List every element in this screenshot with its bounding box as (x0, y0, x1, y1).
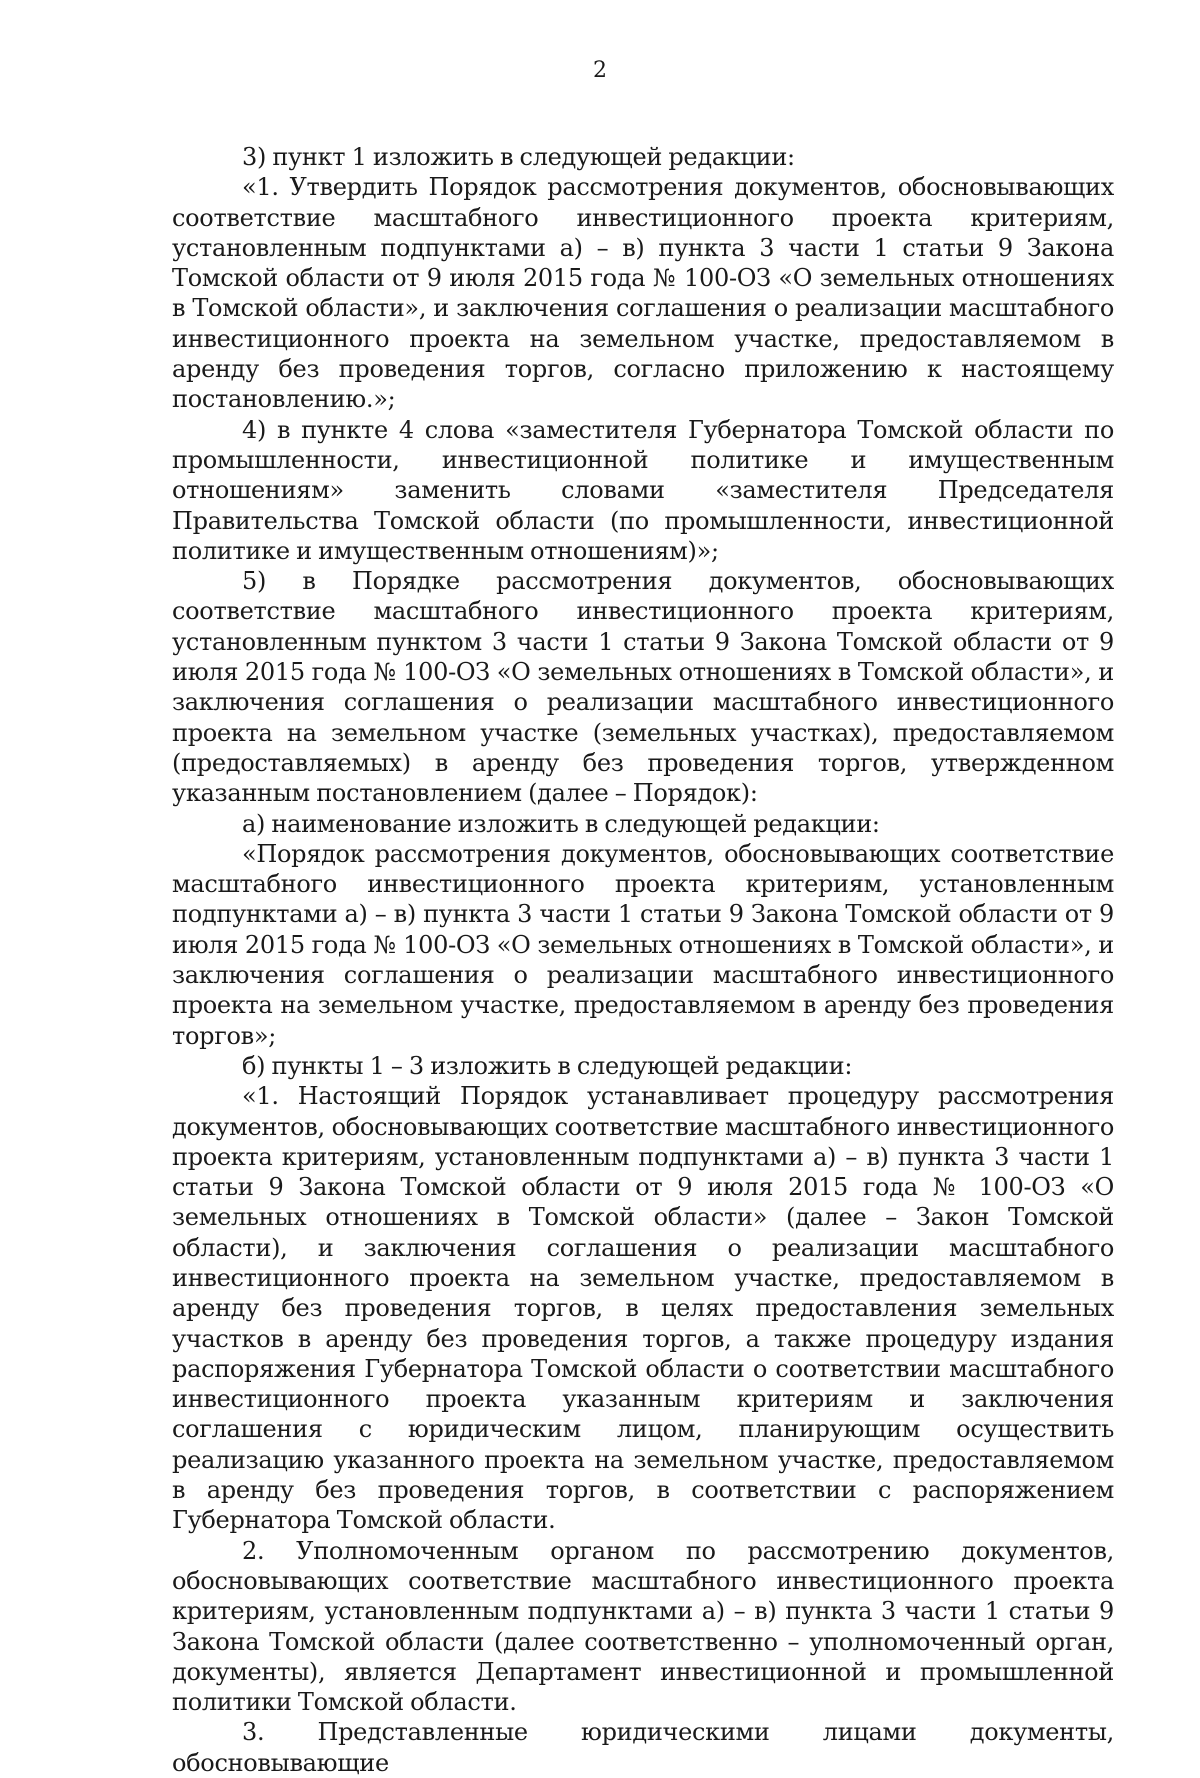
paragraph-item-1-approve: «1. Утвердить Порядок рассмотрения документов, обосновывающих соответствие масштабного инвестиционного проекта критериям, установленным подпунктами а) – в) пункта 3 части 1 статьи 9 Закона Томской области от 9 июля 2015 года № 100-ОЗ «О земельных отношениях в Томской области», и заключения соглашения о реализации масштабного инвестиционного проекта на земельном участке, предоставляемом в аренду без проведения торгов, согласно приложению к настоящему постановлению.»; (172, 173, 1114, 414)
paragraph-item-4: 4) в пункте 4 слова «заместителя Губернатора Томской области по промышленности, инвестиционной политике и имущественным отношениям» заменить словами «заместителя Председателя Правительства Томской области (по промышленности, инвестиционной политике и имущественным отношениям)»; (172, 415, 1114, 565)
paragraph-point-2: 2. Уполномоченным органом по рассмотрению документов, обосновывающих соответствие масштабного инвестиционного проекта критериям, установленным подпунктами а) – в) пункта 3 части 1 статьи 9 Закона Томской области (далее соответственно – уполномоченный орган, документы), является Департамент инвестиционной и промышленной политики Томской области. (172, 1536, 1114, 1717)
page-number: 2 (593, 58, 607, 83)
paragraph-item-5: 5) в Порядке рассмотрения документов, обосновывающих соответствие масштабного инвестиционного проекта критериям, установленным пунктом 3 части 1 статьи 9 Закона Томской области от 9 июля 2015 года № 100-ОЗ «О земельных отношениях в Томской области», и заключения соглашения о реализации масштабного инвестиционного проекта на земельном участке (земельных участках), предоставляемом (предоставляемых) в аренду без проведения торгов, утвержденном указанным постановлением (далее – Порядок): (172, 567, 1114, 808)
paragraph-subitem-a: а) наименование изложить в следующей редакции: (242, 809, 880, 838)
document-body (172, 142, 1114, 1778)
paragraph-point-1: «1. Настоящий Порядок устанавливает процедуру рассмотрения документов, обосновывающих соответствие масштабного инвестиционного проекта критериям, установленным подпунктами а) – в) пункта 3 части 1 статьи 9 Закона Томской области от 9 июля 2015 года № 100-ОЗ «О земельных отношениях в Томской области» (далее – Закон Томской области), и заключения соглашения о реализации масштабного инвестиционного проекта на земельном участке, предоставляемом в аренду без проведения торгов, в целях предоставления земельных участков в аренду без проведения торгов, а также процедуру издания распоряжения Губернатора Томской области о соответствии масштабного инвестиционного проекта указанным критериям и заключения соглашения с юридическим лицом, планирующим осуществить реализацию указанного проекта на земельном участке, предоставляемом в аренду без проведения торгов, в соответствии с распоряжением Губернатора Томской области. (172, 1082, 1114, 1535)
paragraph-subitem-b: б) пункты 1 – 3 изложить в следующей редакции: (242, 1051, 853, 1080)
paragraph-point-3: 3. Представленные юридическими лицами документы, обосновывающие (172, 1718, 1114, 1777)
paragraph-title-quote: «Порядок рассмотрения документов, обосновывающих соответствие масштабного инвестиционного проекта критериям, установленным подпунктами а) – в) пункта 3 части 1 статьи 9 Закона Томской области от 9 июля 2015 года № 100-ОЗ «О земельных отношениях в Томской области», и заключения соглашения о реализации масштабного инвестиционного проекта на земельном участке, предоставляемом в аренду без проведения торгов»; (172, 839, 1114, 1050)
paragraph-item-3: 3) пункт 1 изложить в следующей редакции: (242, 143, 795, 171)
